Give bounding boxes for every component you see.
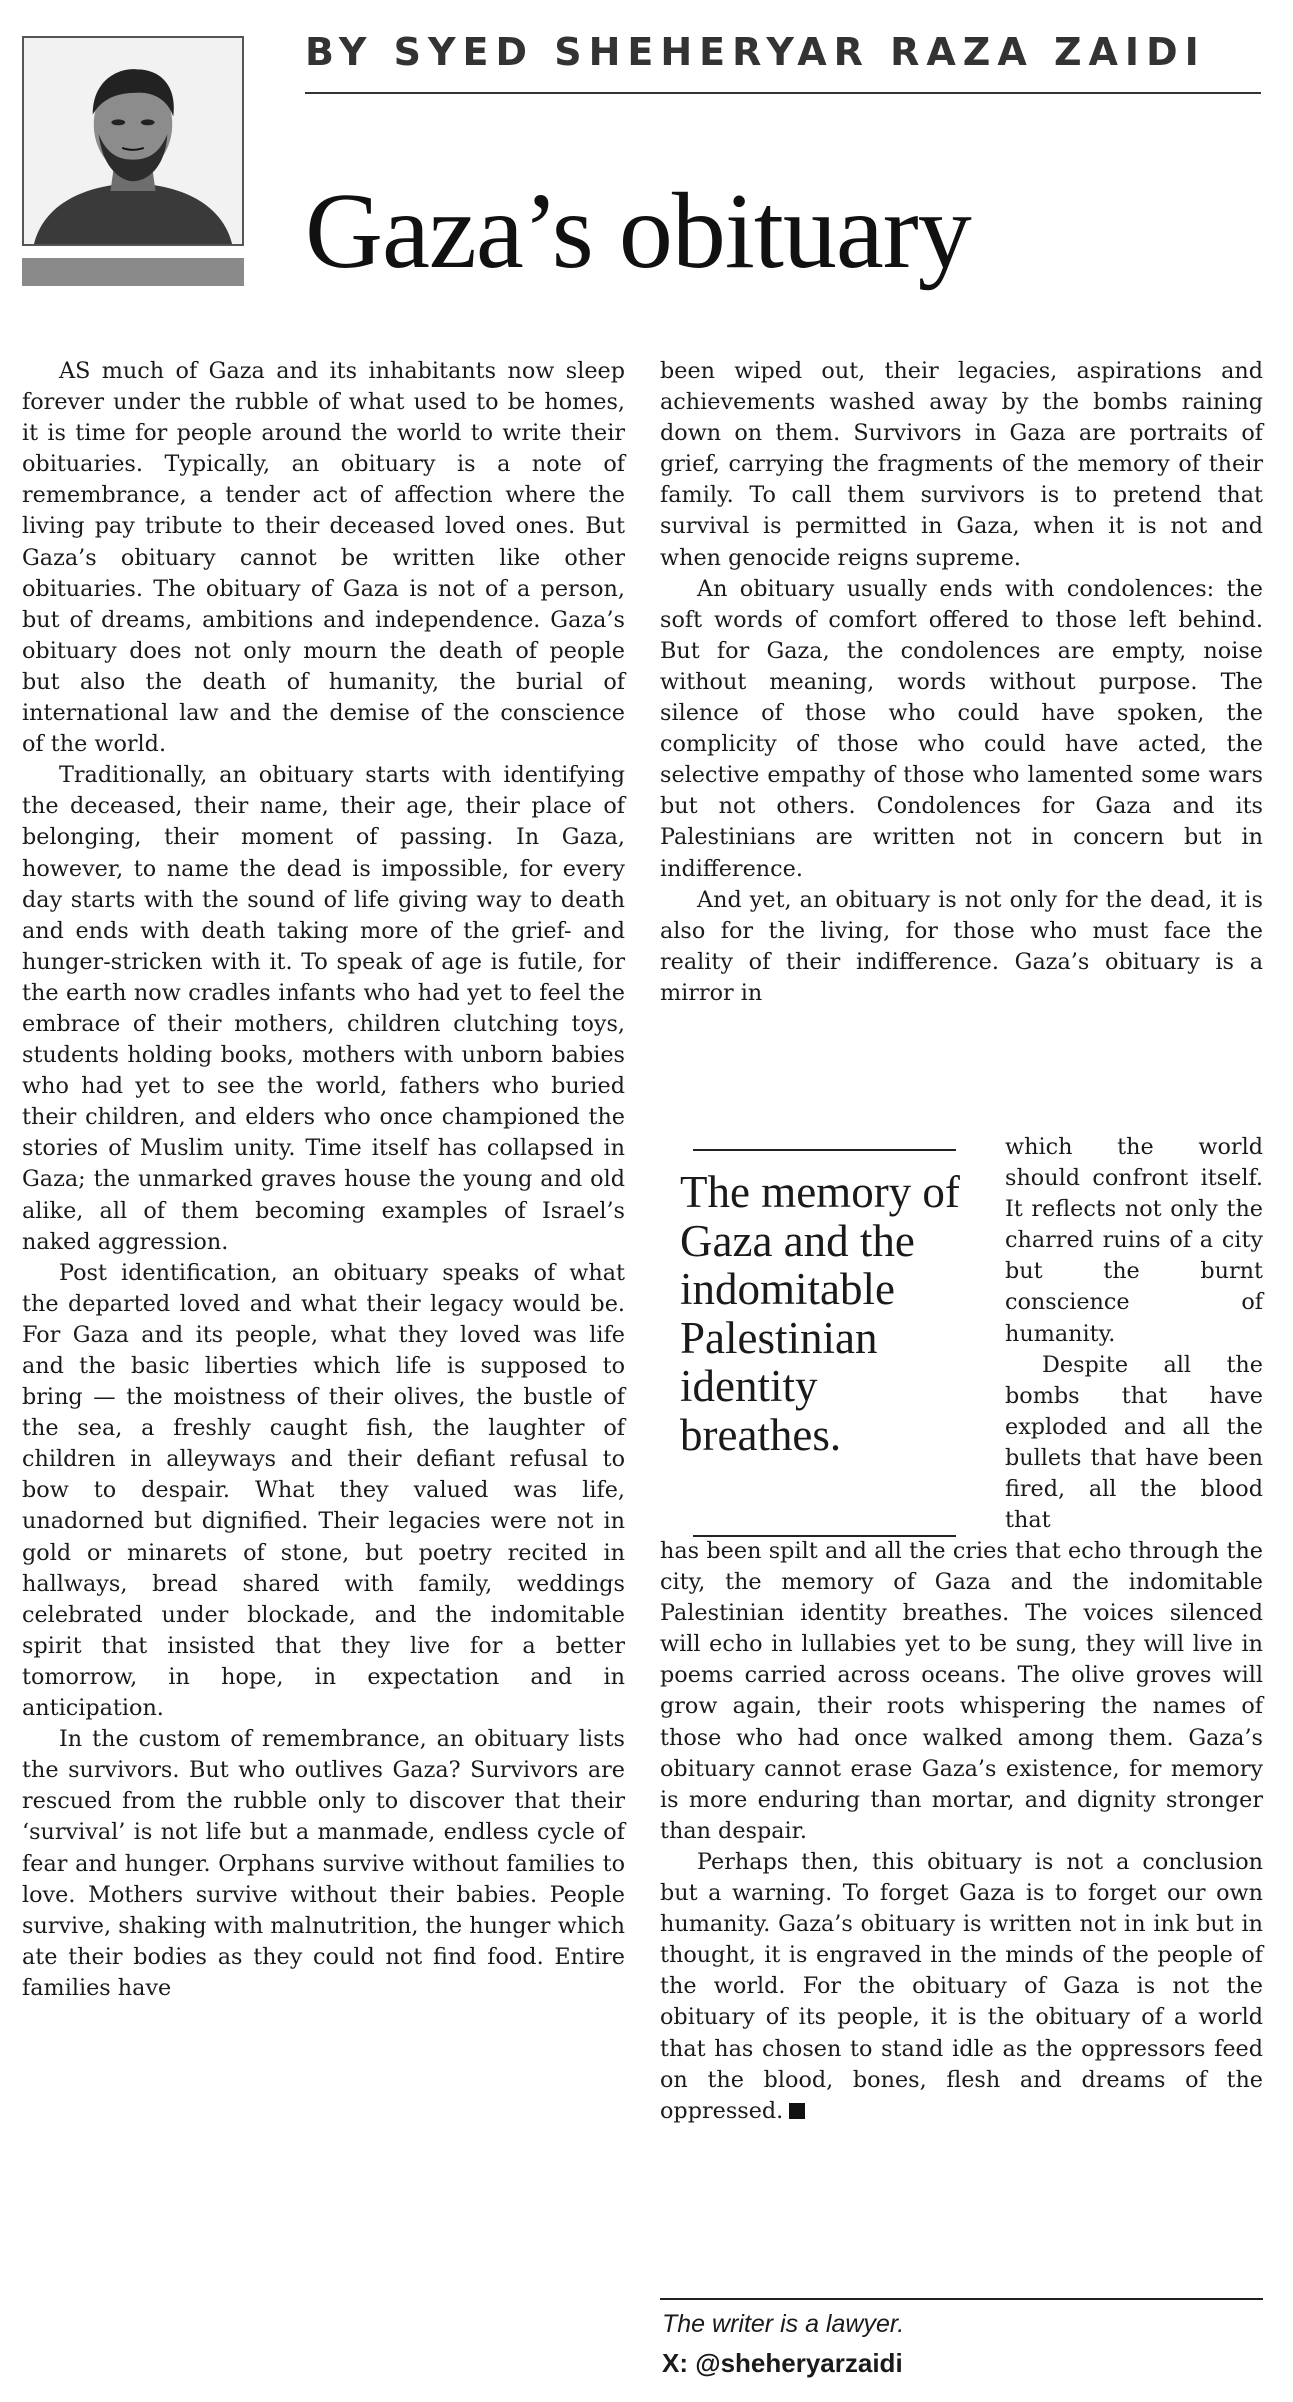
paragraph-1: AS much of Gaza and its inhabitants now sleep forever under the rubble of what used to be homes, it is time for people around the world to write their obituaries. Typically, an obituary is a note of remembrance, a tender act of affection where the living pay tribute to their deceased loved ones. But Gaza’s obituary cannot be written like other obituaries. The obituary of Gaza is not of a person, but of dreams, ambitions and independence. Gaza’s obituary does not only mourn the death of people but also the death of humanity, the burial of international law and the demise of the conscience of the world. <box>22 358 625 758</box>
article-column-right-top <box>660 356 1263 1009</box>
paragraph-8-text: Perhaps then, this obituary is not a conclusion but a warning. To forget Gaza is to forget our own humanity. Gaza’s obituary is written not in ink but in thought, it is engraved in the minds of the people of the world. For the obituary of Gaza is not the obituary of its people, it is the obituary of a world that has chosen to stand idle as the oppressors feed on the blood, bones, flesh and dreams of the oppressed. <box>660 1848 1263 2124</box>
headline: Gaza’s obituary <box>305 172 971 291</box>
author-portrait-icon <box>24 38 242 244</box>
paragraph-4-continued: been wiped out, their legacies, aspirations and achievements washed away by the bombs raining down on them. Survivors in Gaza are portraits of grief, carrying the fragments of the memory of their family. To call them survivors is to pretend that survival is permitted in Gaza, when it is not and when genocide reigns supreme. <box>660 358 1263 571</box>
writer-handle: X: @sheheryarzaidi <box>662 2348 903 2378</box>
pull-quote: The memory of Gaza and the indomitable Palestinian identity breathes. <box>680 1167 960 1460</box>
paragraph-7: Despite all the bombs that have exploded and all the bullets that have been fired, all the blood that <box>1005 1351 1263 1534</box>
paragraph-8 <box>660 1847 1263 2127</box>
writer-note: The writer is a lawyer. <box>662 2310 905 2338</box>
end-square-icon <box>789 2103 805 2119</box>
footer-rule <box>660 2298 1263 2300</box>
article-column-right-bottom <box>660 1536 1263 2127</box>
pull-quote-rule-top <box>693 1149 956 1151</box>
paragraph-4: In the custom of remembrance, an obituary lists the survivors. But who outlives Gaza? Survivors are rescued from the rubble only to discover that their ‘survival’ is not life but a manmade, endless cycle of fear and hunger. Orphans survive without families to love. Mothers survive without their babies. People survive, shaking with malnutrition, the hunger which ate their bodies as they could not find food. Entire families have <box>22 1726 625 2001</box>
paragraph-3: Post identification, an obituary speaks of what the departed loved and what their legacy would be. For Gaza and its people, what they loved was life and the basic liberties which life is supposed to bring — the moistness of their olives, the bustle of the sea, a freshly caught fish, the laughter of children in alleyways and their defiant refusal to bow to despair. What they valued was life, unadorned but dignified. Their legacies were not in gold or minarets of stone, but poetry recited in hallways, bread shared with family, weddings celebrated under blockade, and the indomitable spirit that insisted that they live for a better tomorrow, in hope, in expectation and in anticipation. <box>22 1259 625 1722</box>
paragraph-2: Traditionally, an obituary starts with identifying the deceased, their name, their age, their place of belonging, their moment of passing. In Gaza, however, to name the dead is impossible, for every day starts with the sound of life giving way to death and ends with death taking more of the grief- and hunger-stricken with it. To speak of age is futile, for the earth now cradles infants who had yet to feel the embrace of their mothers, children clutching toys, students holding books, mothers with unborn babies who had yet to see the world, fathers who buried their children, and elders who once championed the stories of Muslim unity. Time itself has collapsed in Gaza; the unmarked graves house the young and old alike, all of them becoming examples of Israel’s naked aggression. <box>22 762 625 1255</box>
paragraph-6-continued: which the world should confront itself. It reflects not only the charred ruins of a city but the burnt conscience of humanity. <box>1005 1134 1263 1347</box>
author-portrait <box>22 36 244 246</box>
paragraph-7-continued: has been spilt and all the cries that echo through the city, the memory of Gaza and the indomitable Palestinian identity breathes. The voices silenced will echo in lullabies yet to be sung, they will live in poems carried across oceans. The olive groves will grow again, their roots whispering the names of those who had once walked among them. Gaza’s obituary cannot erase Gaza’s existence, for memory is more enduring than mortar, and dignity stronger than despair. <box>660 1538 1263 1844</box>
paragraph-5: An obituary usually ends with condolences: the soft words of comfort offered to those left behind. But for Gaza, the condolences are empty, noise without meaning, words without purpose. The silence of those who could have spoken, the complicity of those who could have acted, the selective empathy of those who lamented some wars but not others. Condolences for Gaza and its Palestinians are written not in concern but in indifference. <box>660 575 1263 882</box>
portrait-accent-bar <box>22 258 244 286</box>
article-column-left <box>22 356 625 2004</box>
article-column-right-narrow <box>1005 1132 1263 1536</box>
paragraph-6: And yet, an obituary is not only for the dead, it is also for the living, for those who must face the reality of their indifference. Gaza’s obituary is a mirror in <box>660 886 1263 1006</box>
byline: BY SYED SHEHERYAR RAZA ZAIDI <box>305 30 1206 74</box>
byline-rule <box>305 92 1261 94</box>
